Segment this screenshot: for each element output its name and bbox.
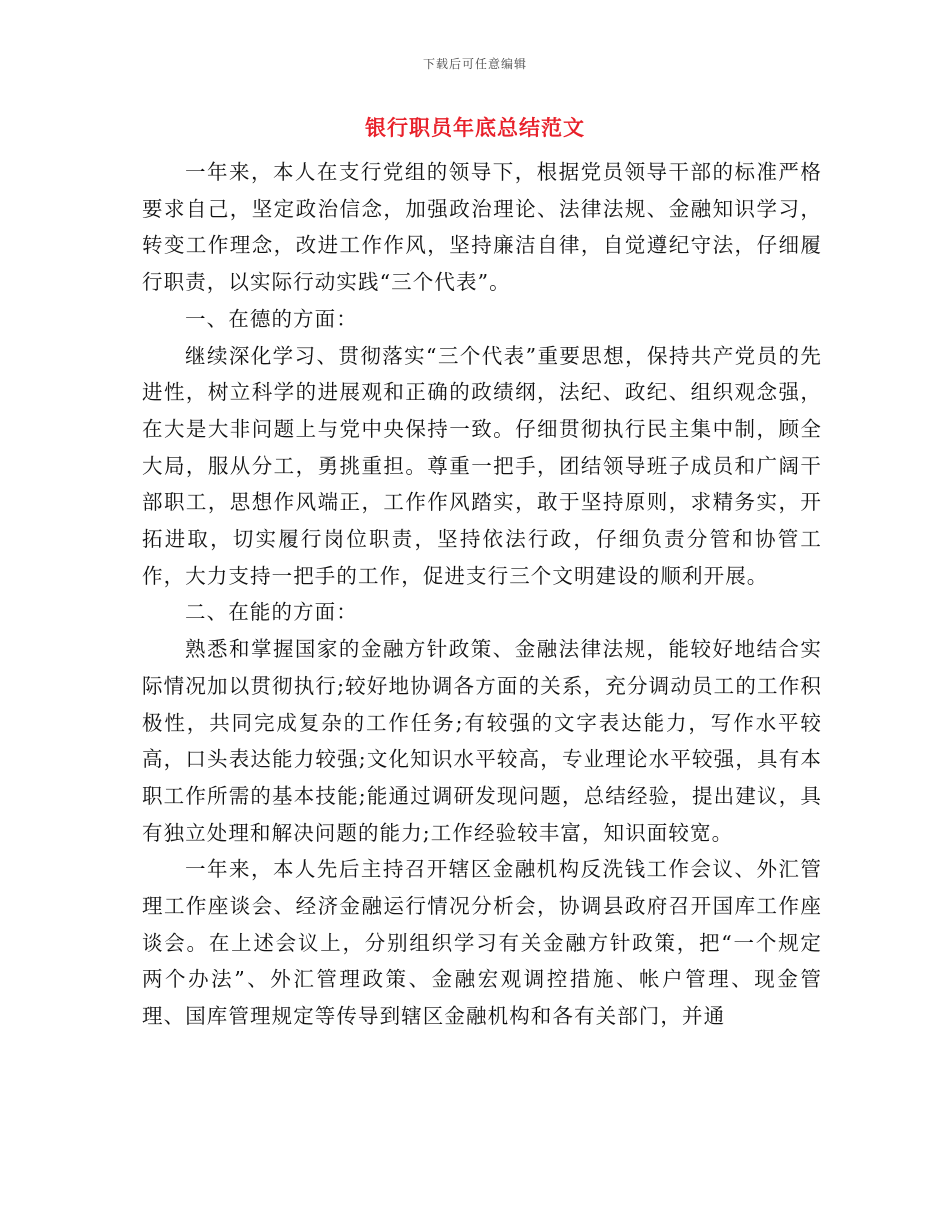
paragraph-virtue: 继续深化学习、贯彻落实“三个代表”重要思想，保持共产党员的先进性，树立科学的进展观和正确的政绩纲，法纪、政纪、组织观念强，在大是大非问题上与党中央保持一致。仔细贯彻执行民主集中制，顾全大局，服从分工，勇挑重担。尊重一把手，团结领导班子成员和广阔干部职工，思想作风端正，工作作风踏实，敢于坚持原则，求精务实，开拓进取，切实履行岗位职责，坚持依法行政，仔细负责分管和协管工作，大力支持一把手的工作，促进支行三个文明建设的顺利开展。 bbox=[142, 343, 822, 588]
section-heading-ability: 二、在能的方面： bbox=[185, 600, 358, 625]
paragraph-intro: 一年来，本人在支行党组的领导下，根据党员领导干部的标准严格要求自己，坚定政治信念，加强政治理论、法律法规、金融知识学习，转变工作理念，改进工作作风，坚持廉洁自律，自觉遵纪守法，仔细履行职责，以实际行动实践“三个代表”。 bbox=[142, 160, 822, 295]
section-heading-virtue: 一、在德的方面： bbox=[185, 306, 358, 331]
paragraph-ability: 熟悉和掌握国家的金融方针政策、金融法律法规，能较好地结合实际情况加以贯彻执行;较好地协调各方面的关系，充分调动员工的工作积极性，共同完成复杂的工作任务;有较强的文字表达能力，写作水平较高，口头表达能力较强;文化知识水平较高，专业理论水平较强，具有本职工作所需的基本技能;能通过调研发现问题，总结经验，提出建议，具有独立处理和解决问题的能力;工作经验较丰富，知识面较宽。 bbox=[142, 637, 822, 845]
paragraph-meetings: 一年来，本人先后主持召开辖区金融机构反洗钱工作会议、外汇管理工作座谈会、经济金融运行情况分析会，协调县政府召开国库工作座谈会。在上述会议上，分别组织学习有关金融方针政策，把“一个规定两个办法”、外汇管理政策、金融宏观调控措施、帐户管理、现金管理、国库管理规定等传导到辖区金融机构和各有关部门，并通 bbox=[142, 857, 822, 1029]
page-header-note: 下载后可任意编辑 bbox=[422, 57, 527, 71]
document-title: 银行职员年底总结范文 bbox=[365, 115, 585, 140]
document-body bbox=[142, 154, 822, 1035]
